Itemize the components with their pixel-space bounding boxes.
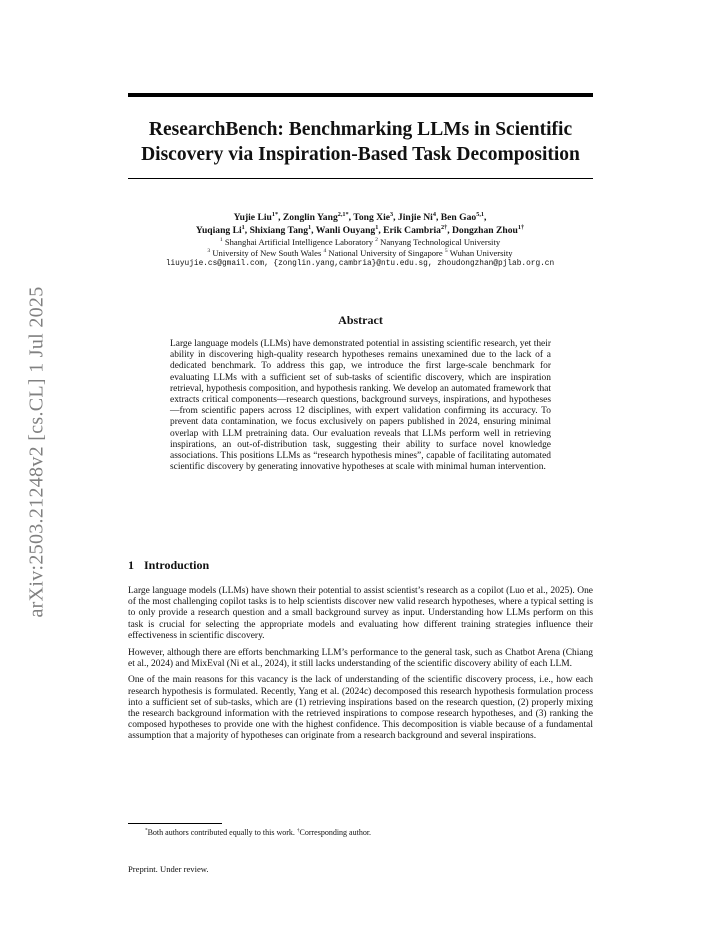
affiliations-line-1: $^1$ Shanghai Artificial Intelligence Laboratory $^2$ Nanyang Technological University: [219, 237, 501, 247]
introduction-body: [128, 586, 593, 748]
affiliation: National University of Singapore: [328, 248, 443, 258]
footnote: *Both authors contributed equally to this work. †Corresponding author.: [145, 827, 372, 837]
author-emails[interactable]: liuyujie.cs@gmail.com, {zonglin.yang,cambria}@ntu.edu.sg, zhoudongzhan@pjlab.org.cn: [165, 260, 555, 268]
title-top-rule: [128, 93, 593, 97]
paragraph: One of the main reasons for this vacancy is the lack of understanding of the scientific discovery process, i.e., how each research hypothesis is formulated. Recently, Yang et al. (2024c) decomposed this research hypothesis formulation process into a sufficient set of sub-tasks, which are (1) retrieving inspirations based on the research question, (2) properly mixing the research background information with the retrieved inspirations to compose research hypotheses, and (3) ranking the composed hypotheses to provide one with the highest confidence. This decomposition is viable because of a fundamental assumption that a majority of hypotheses can originate from a research background and several inspirations.: [128, 675, 593, 742]
title-line-2: Discovery via Inspiration-Based Task Decomposition: [141, 144, 580, 165]
section-title: Introduction: [144, 558, 210, 572]
author: Zonglin Yang$^{2,1*}$: [282, 210, 349, 223]
affiliations-line-2: $^3$ University of New South Wales $^4$ National University of Singapore $^5$ Wuhan University: [207, 248, 513, 258]
preprint-footer: Preprint. Under review.: [128, 864, 209, 874]
section-number: 1: [128, 558, 134, 572]
author: Erik Cambria$^{2\dagger}$: [383, 223, 448, 236]
title-bottom-rule: [128, 178, 593, 179]
author: Wanli Ouyang$^1$: [315, 223, 379, 236]
affiliation: Wuhan University: [449, 248, 513, 258]
section-heading-introduction: [128, 558, 209, 573]
paragraph: Large language models (LLMs) have shown their potential to assist scientist’s research as a copilot (Luo et al., 2025). One of the most challenging copilot tasks is to help scientists discover new valid research hypotheses, where a typical setting is to only provide a research question and a small background survey as input. Understanding how LLMs perform on this task is crucial for selecting the appropriate models and evaluating how different training strategies influence their effectiveness in scientific discovery.: [128, 586, 593, 641]
author: Yuqiang Li$^1$: [195, 223, 245, 236]
author: Shixiang Tang$^1$: [249, 223, 312, 236]
author: Dongzhan Zhou$^{1\dagger}$: [452, 223, 525, 236]
author-block: [110, 212, 610, 270]
affiliation: Shanghai Artificial Intelligence Laboratory: [224, 237, 374, 247]
paper-title: [128, 117, 593, 167]
affiliation: Nanyang Technological University: [380, 237, 501, 247]
abstract-heading: Abstract: [338, 313, 383, 327]
author: Ben Gao$^{5,1}$: [440, 210, 485, 223]
author: Yujie Liu$^{1*}$: [233, 210, 279, 223]
title-line-1: ResearchBench: Benchmarking LLMs in Scientific: [148, 119, 573, 140]
abstract-text: Large language models (LLMs) have demonstrated potential in assisting scientific research, yet their ability in discovering high-quality research hypotheses remains unexamined due to the lack of a dedicated benchmark. To address this gap, we introduce the first large-scale benchmark for evaluating LLMs with a sufficient set of sub-tasks of scientific discovery, which are inspiration retrieval, hypothesis composition, and hypothesis ranking. We develop an automated framework that extracts critical components—research questions, background surveys, inspirations, and hypotheses—from scientific papers across 12 disciplines, with expert validation confirming its accuracy. To prevent data contamination, we focus exclusively on papers published in 2024, ensuring minimal overlap with LLM pretraining data. Our evaluation reveals that LLMs perform well in retrieving inspirations, an out-of-distribution task, suggesting their ability to surface novel knowledge associations. This positions LLMs as “research hypothesis mines”, capable of facilitating automated scientific discovery by generating innovative hypotheses at scale with minimal human intervention.: [170, 339, 551, 473]
author: Jinjie Ni$^4$: [397, 210, 436, 223]
author: Tong Xie$^3$: [353, 210, 394, 223]
affiliation: University of New South Wales: [212, 248, 322, 258]
arxiv-identifier-stamp: arXiv:2503.21248v2 [cs.CL] 1 Jul 2025: [25, 286, 48, 618]
author-names: Yujie Liu$^{1*}$, Zonglin Yang$^{2,1*}$, Tong Xie$^3$, Jinjie Ni$^4$, Ben Gao$^{5,1}$, Yuqiang Li$^1$, Shixiang Tang$^1$, Wanli Ouyang$^1$, Erik Cambria$^{2\dagger}$, Dongzhan Zhou$^{1\dagger}$: [195, 210, 525, 236]
footnote-rule: [128, 823, 222, 824]
paragraph: However, although there are efforts benchmarking LLM’s performance to the general task, such as Chatbot Arena (Chiang et al., 2024) and MixEval (Ni et al., 2024), it still lacks understanding of the scientific discovery ability of each LLM.: [128, 647, 593, 669]
